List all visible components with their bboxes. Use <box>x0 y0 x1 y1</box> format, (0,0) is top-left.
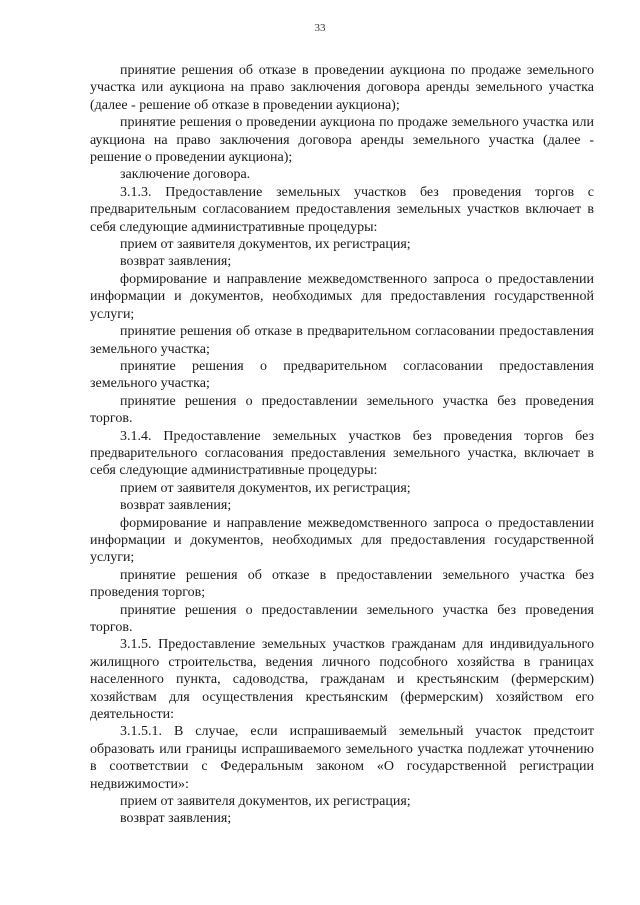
section-3-1-4-heading: 3.1.4. Предоставление земельных участков без проведения торгов без предварительного согласования предоставления земельного участка, включает в себя следующие административные процедуры: <box>90 428 594 479</box>
paragraph: возврат заявления; <box>120 811 232 827</box>
paragraph: принятие решения об отказе в предварительном согласовании предоставления земельного участка; <box>90 324 594 357</box>
paragraph: принятие решения об отказе в проведении аукциона по продаже земельного участка или аукциона на право заключения договора аренды земельного участка (далее - решение об отказе в проведении аукциона); <box>90 63 594 113</box>
paragraph: принятие решения о предоставлении земельного участка без проведения торгов. <box>90 393 594 427</box>
paragraph: заключение договора. <box>120 167 251 183</box>
paragraph: возврат заявления; <box>120 254 232 270</box>
page-number: 33 <box>314 22 326 34</box>
paragraph: принятие решения о предоставлении земельного участка без проведения торгов. <box>90 602 594 635</box>
paragraph: принятие решения о проведении аукциона по продаже земельного участка или аукциона на право заключения договора аренды земельного участка (далее - решение о проведении аукциона); <box>90 115 594 166</box>
paragraph: прием от заявителя документов, их регистрация; <box>120 237 411 253</box>
paragraph: принятие решения о предварительном согласовании предоставления земельного участка; <box>90 358 594 392</box>
paragraph: прием от заявителя документов, их регистрация; <box>120 794 411 810</box>
paragraph: формирование и направление межведомственного запроса о предоставлении информации и документов, необходимых для предоставления государственной услуги; <box>90 271 594 322</box>
section-3-1-5-1-heading: 3.1.5.1. В случае, если испрашиваемый земельный участок предстоит образовать или границы испрашиваемого земельного участка подлежат уточнению в соответствии с Федеральным законом «О государственной регистрации недвижимости»: <box>90 724 594 792</box>
paragraph: прием от заявителя документов, их регистрация; <box>120 480 411 496</box>
section-3-1-3-heading: 3.1.3. Предоставление земельных участков без проведения торгов с предварительным согласованием предоставления земельных участков включает в себя следующие административные процедуры: <box>90 184 594 235</box>
section-3-1-5-heading: 3.1.5. Предоставление земельных участков гражданам для индивидуального жилищного строительства, ведения личного подсобного хозяйства в границах населенного пункта, садоводства, гражданам и крестьянским (фермерским) хозяйствам для осуществления крестьянским (фермерским) хозяйством его деятельности: <box>90 637 594 723</box>
paragraph: возврат заявления; <box>120 498 232 514</box>
paragraph: принятие решения об отказе в предоставлении земельного участка без проведения торгов; <box>90 567 594 601</box>
document-body <box>90 62 594 828</box>
paragraph: формирование и направление межведомственного запроса о предоставлении информации и документов, необходимых для предоставления государственной услуги; <box>90 515 594 566</box>
